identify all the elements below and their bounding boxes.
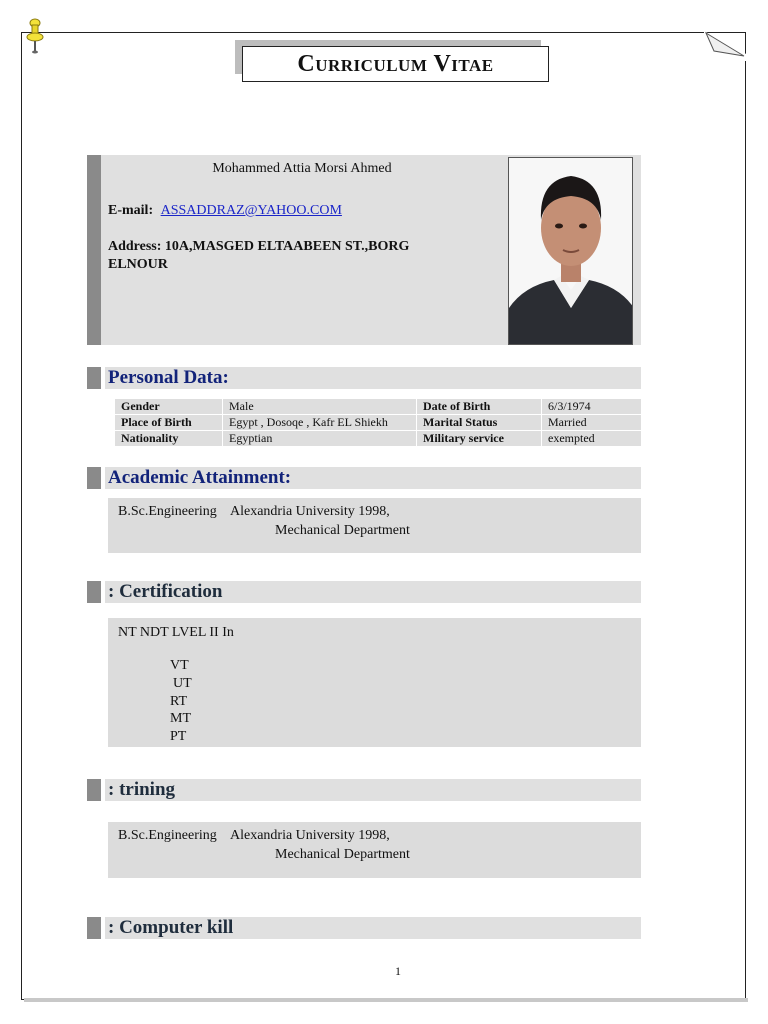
certification-item: PT	[170, 729, 187, 744]
page-number: 1	[395, 964, 401, 978]
table-cell: Nationality	[115, 431, 223, 447]
section-heading-personal: Personal Data:	[105, 367, 641, 389]
table-cell: Married	[542, 415, 642, 431]
table-cell: Date of Birth	[417, 399, 542, 415]
section-heading-academic: Academic Attainment:	[105, 467, 641, 489]
section-bar-personal	[87, 367, 101, 389]
table-row	[115, 415, 642, 431]
training-line-1: B.Sc.Engineering Alexandria University 1998,	[118, 828, 390, 843]
academic-box	[108, 498, 641, 553]
section-heading-certification: : Certification	[105, 581, 641, 603]
certification-box	[108, 618, 641, 747]
table-cell: Place of Birth	[115, 415, 223, 431]
header-accent-bar	[87, 155, 101, 345]
training-box	[108, 822, 641, 878]
certification-item: UT	[173, 676, 192, 691]
profile-photo	[508, 157, 633, 345]
section-heading-computer: : Computer kill	[105, 917, 641, 939]
table-row	[115, 399, 642, 415]
page-shadow	[24, 998, 748, 1002]
certification-intro: NT NDT LVEL II In	[118, 625, 234, 640]
personal-data-table	[114, 398, 642, 447]
certification-item: MT	[170, 711, 191, 726]
certification-item: RT	[170, 694, 188, 709]
page-title: Curriculum Vitae	[242, 46, 549, 82]
address-value: : 10A,MASGED ELTAABEEN ST.,BORG ELNOUR	[108, 239, 410, 272]
address	[108, 238, 468, 274]
table-cell: Gender	[115, 399, 223, 415]
table-cell: Egyptian	[223, 431, 417, 447]
table-cell: Military service	[417, 431, 542, 447]
email-label: E-mail:	[108, 203, 154, 218]
section-heading-training: : trining	[105, 779, 641, 801]
address-label: Address	[108, 239, 157, 254]
candidate-name: Mohammed Attia Morsi Ahmed	[212, 161, 392, 176]
portrait-image	[509, 158, 633, 345]
table-cell: Marital Status	[417, 415, 542, 431]
table-row	[115, 431, 642, 447]
push-pin-icon	[24, 17, 48, 57]
section-bar-academic	[87, 467, 101, 489]
academic-line-2: Mechanical Department	[275, 523, 410, 538]
email-link[interactable]: ASSADDRAZ@YAHOO.COM	[160, 203, 342, 218]
email-row	[108, 203, 342, 219]
table-cell: 6/3/1974	[542, 399, 642, 415]
table-cell: Egypt , Dosoqe , Kafr EL Shiekh	[223, 415, 417, 431]
table-cell: exempted	[542, 431, 642, 447]
table-cell: Male	[223, 399, 417, 415]
section-bar-training	[87, 779, 101, 801]
section-bar-certification	[87, 581, 101, 603]
page-fold-icon	[704, 31, 748, 61]
certification-item: VT	[170, 658, 189, 673]
academic-line-1: B.Sc.Engineering Alexandria University 1998,	[118, 504, 390, 519]
training-line-2: Mechanical Department	[275, 847, 410, 862]
section-bar-computer	[87, 917, 101, 939]
